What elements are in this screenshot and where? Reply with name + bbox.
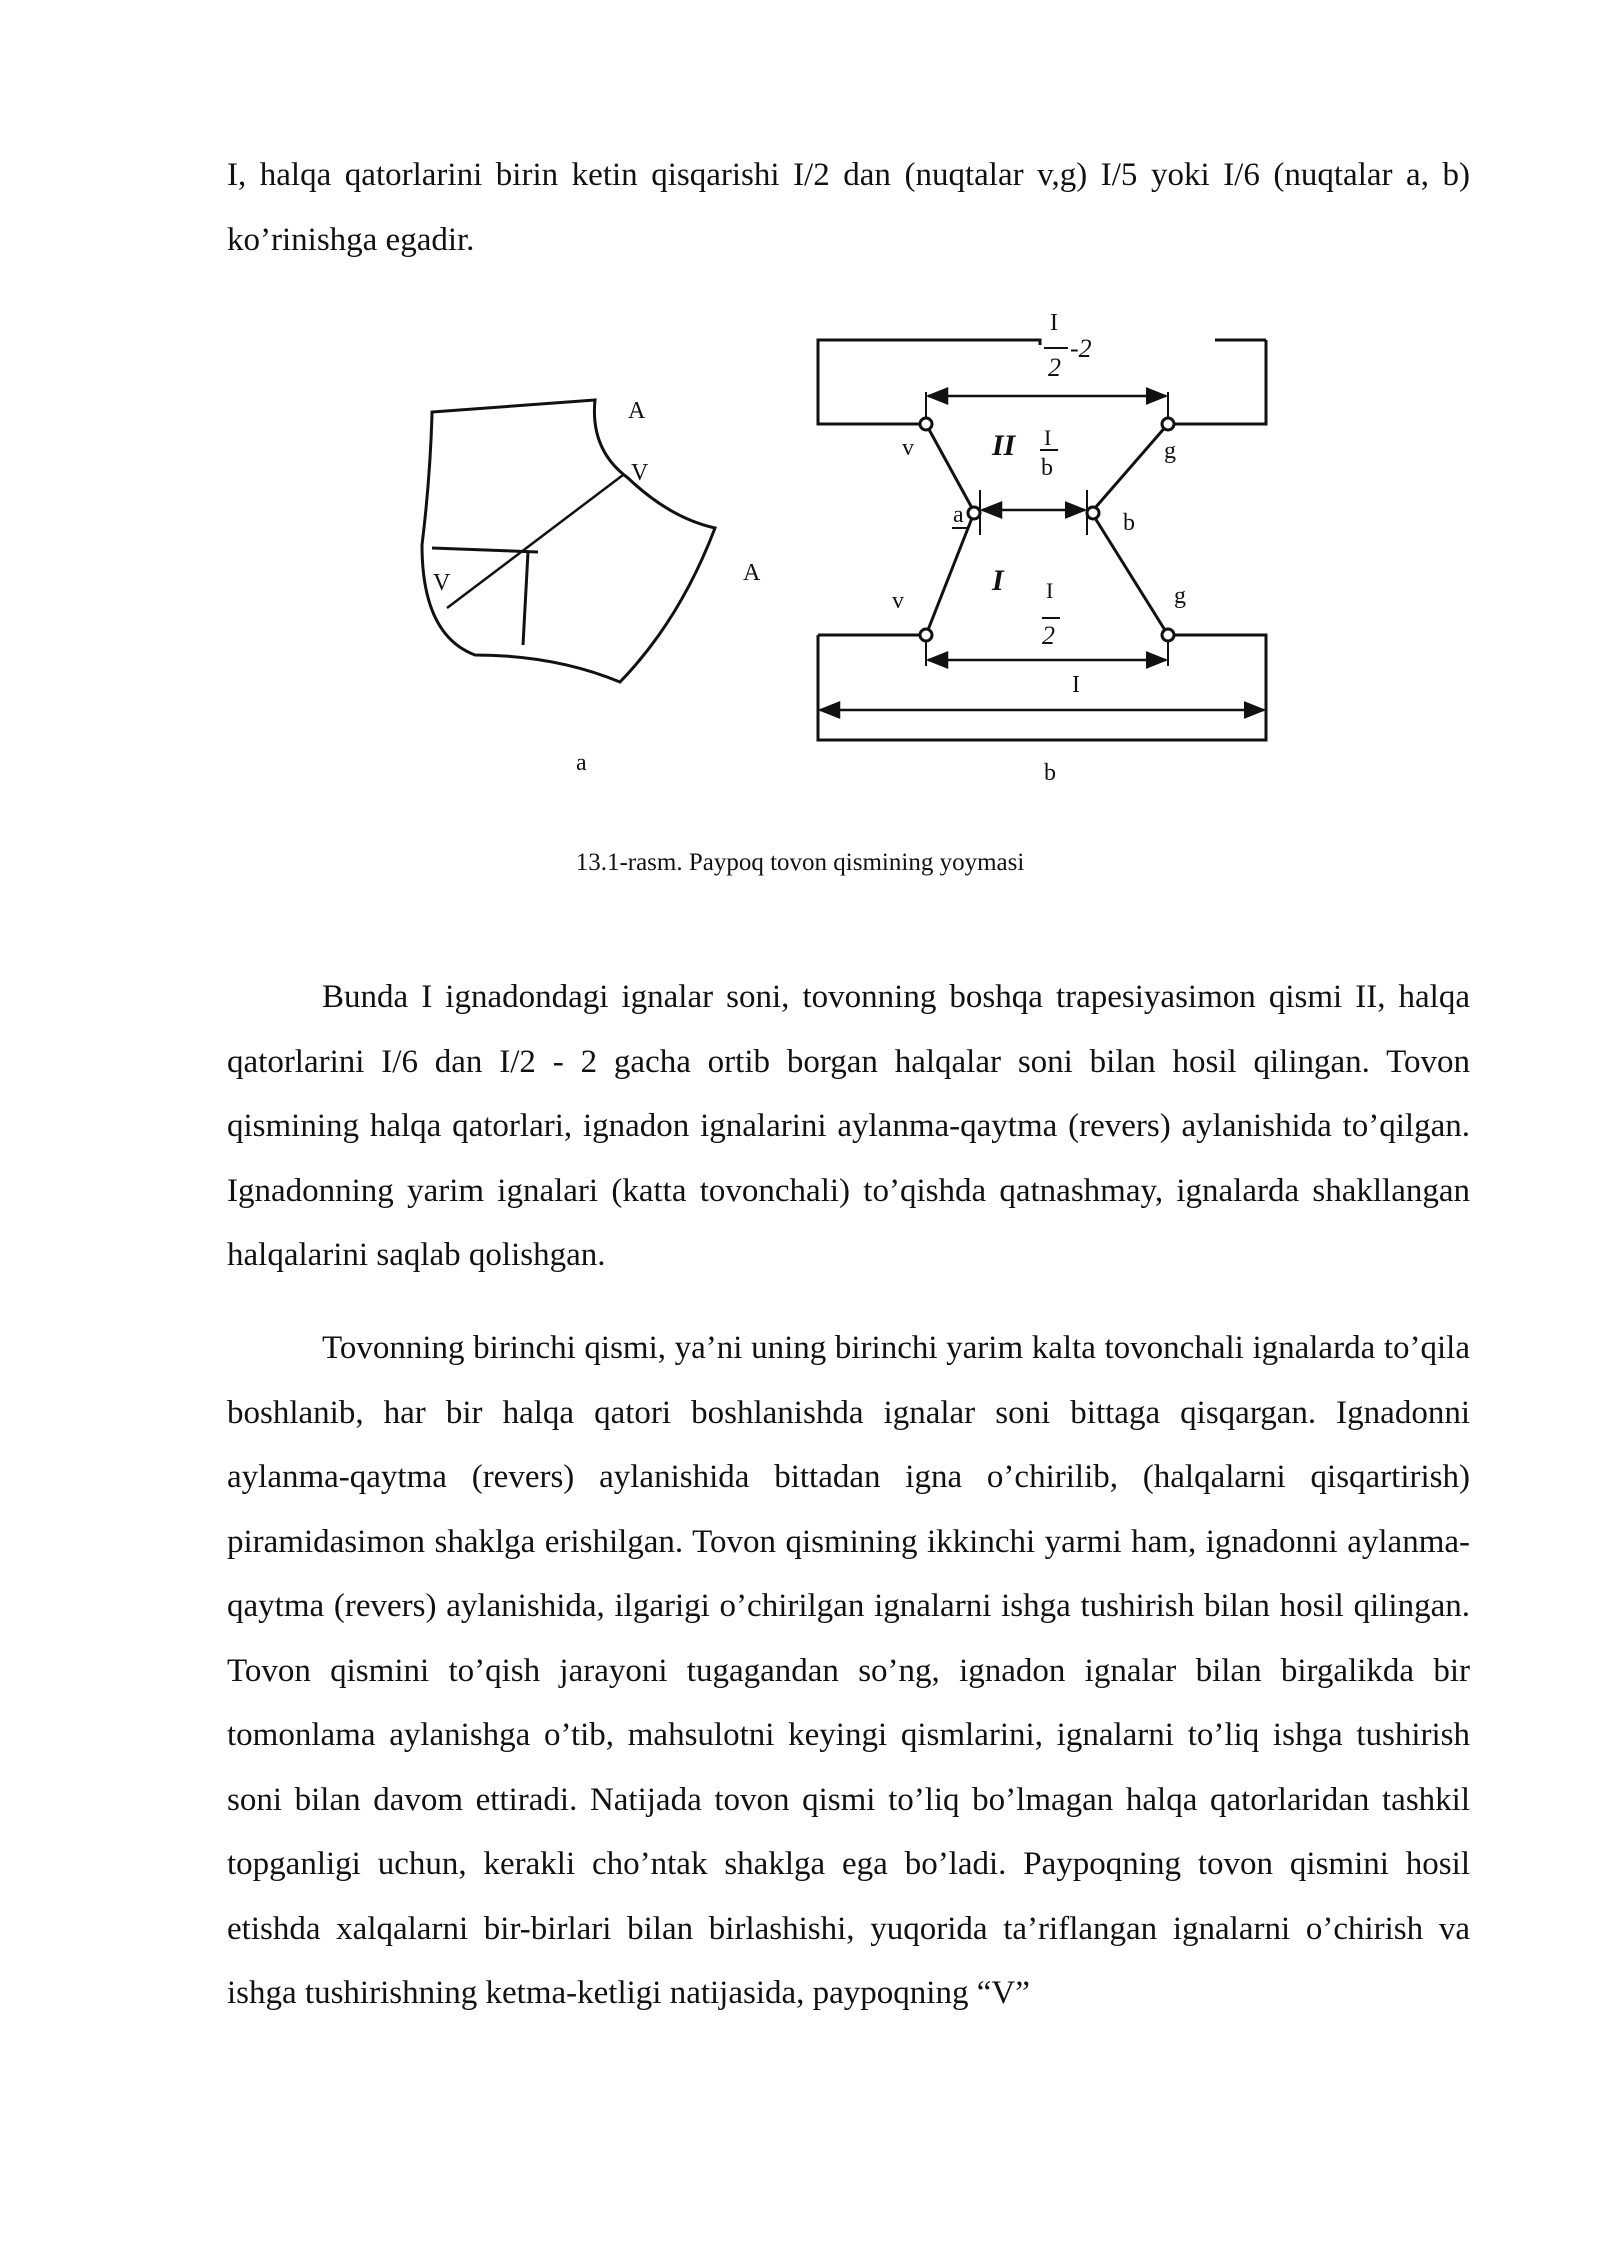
paragraph-intro: I, halqa qatorlarini birin ketin qisqarishi I/2 dan (nuqtalar v,g) I/5 yoki I/6 (nuqtalar a, b) ko’rinishga egadir.: [227, 157, 1470, 258]
point-v-bottom: [920, 629, 932, 641]
label-part-i: I: [992, 564, 1004, 597]
label-a: a: [953, 502, 964, 528]
lower-frac-numerator: I: [1046, 578, 1054, 603]
label-g-top: g: [1164, 438, 1176, 464]
right-sublabel: b: [1044, 760, 1056, 786]
left-label-a-top: A: [628, 398, 646, 424]
top-bracket-right: [1168, 340, 1266, 424]
label-part-ii: II: [992, 429, 1016, 462]
figure-heel-pattern: [380, 300, 1300, 800]
paragraph-body-2: Tovonning birinchi qismi, ya’ni uning birinchi yarim kalta tovonchali ignalarda to’qila boshlanib, har bir halqa qatori boshlanishda ignalar soni bittaga qisqargan. Ignadonni aylanma-qaytma (revers) aylanishida bittadan igna o’chirilib, (halqalarni qisqartirish) piramidasimon shaklga erishilgan. Tovon qismining ikkinchi yarmi ham, ignadonni aylanma-qaytma (revers) aylanishida, ilgarigi o’chirilgan ignalarni ishga tushirish bilan hosil qilingan. Tovon qismini to’qish jarayoni tugagandan so’ng, ignadon ignalar bilan birgalikda bir tomonlama aylanishga o’tib, mahsulotni keyingi qismlarini, ignalarni to’liq ishga tushirish soni bilan davom ettiradi. Natijada tovon qismi to’liq bo’lmagan halqa qatorlaridan tashkil topganligi uchun, kerakli cho’ntak shaklga ega bo’ladi. Paypoqning tovon qismini hosil etishda xalqalarni bir-birlari bilan birlashishi, yuqorida ta’riflangan ignalarni o’chirish va ishga tushirishning ketma-ketligi natijasida, paypoqning “V”: [227, 1330, 1470, 2011]
top-bracket: [818, 340, 1040, 424]
point-v-top: [920, 418, 932, 430]
point-b: [1087, 507, 1099, 519]
label-b: b: [1123, 510, 1135, 536]
middle-frac-numerator: I: [1044, 425, 1052, 450]
top-dim-denominator: 2: [1048, 353, 1061, 382]
label-v-bottom: v: [892, 588, 904, 614]
point-g-top: [1162, 418, 1174, 430]
paragraph-body-1: Bunda I ignadondagi ignalar soni, tovonning boshqa trapesiyasimon qismi II, halqa qatorlarini I/6 dan I/2 - 2 gacha ortib borgan halqalar soni bilan hosil qilingan. Tovon qismining halqa qatorlari, ignadon ignalarini aylanma-qaytma (revers) aylanishida to’qilgan. Ignadonning yarim ignalari (katta tovonchali) to’qishda qatnashmay, ignalarda shakllangan halqalarini saqlab qolishgan.: [227, 979, 1470, 1273]
line-g-b-top: [1095, 424, 1168, 508]
left-outline: [422, 400, 715, 682]
left-diagonal-line: [447, 475, 623, 608]
right-drawing: [818, 340, 1266, 740]
label-v-top: v: [902, 435, 914, 461]
left-drawing: [422, 400, 715, 682]
middle-frac-denominator: b: [1041, 455, 1053, 481]
top-dim-numerator: I: [1050, 310, 1058, 336]
left-sublabel: a: [576, 750, 587, 776]
left-vertical-line: [523, 552, 528, 645]
label-g-bottom: g: [1174, 583, 1186, 609]
left-label-v-left: V: [433, 570, 451, 596]
line-v-a-top: [926, 424, 972, 508]
lower-frac-denominator: 2: [1042, 621, 1055, 650]
top-dim-suffix: -2: [1070, 334, 1092, 363]
line-a-v-bottom: [926, 518, 972, 635]
point-g-bottom: [1162, 629, 1174, 641]
point-a: [968, 507, 980, 519]
left-label-a-right: A: [743, 560, 761, 586]
bottom-bracket: [818, 635, 1266, 740]
bottom-dim-label: I: [1072, 672, 1080, 698]
left-label-v-top: V: [631, 460, 649, 486]
figure-caption: 13.1-rasm. Paypoq tovon qismining yoymasi: [575, 849, 1025, 876]
